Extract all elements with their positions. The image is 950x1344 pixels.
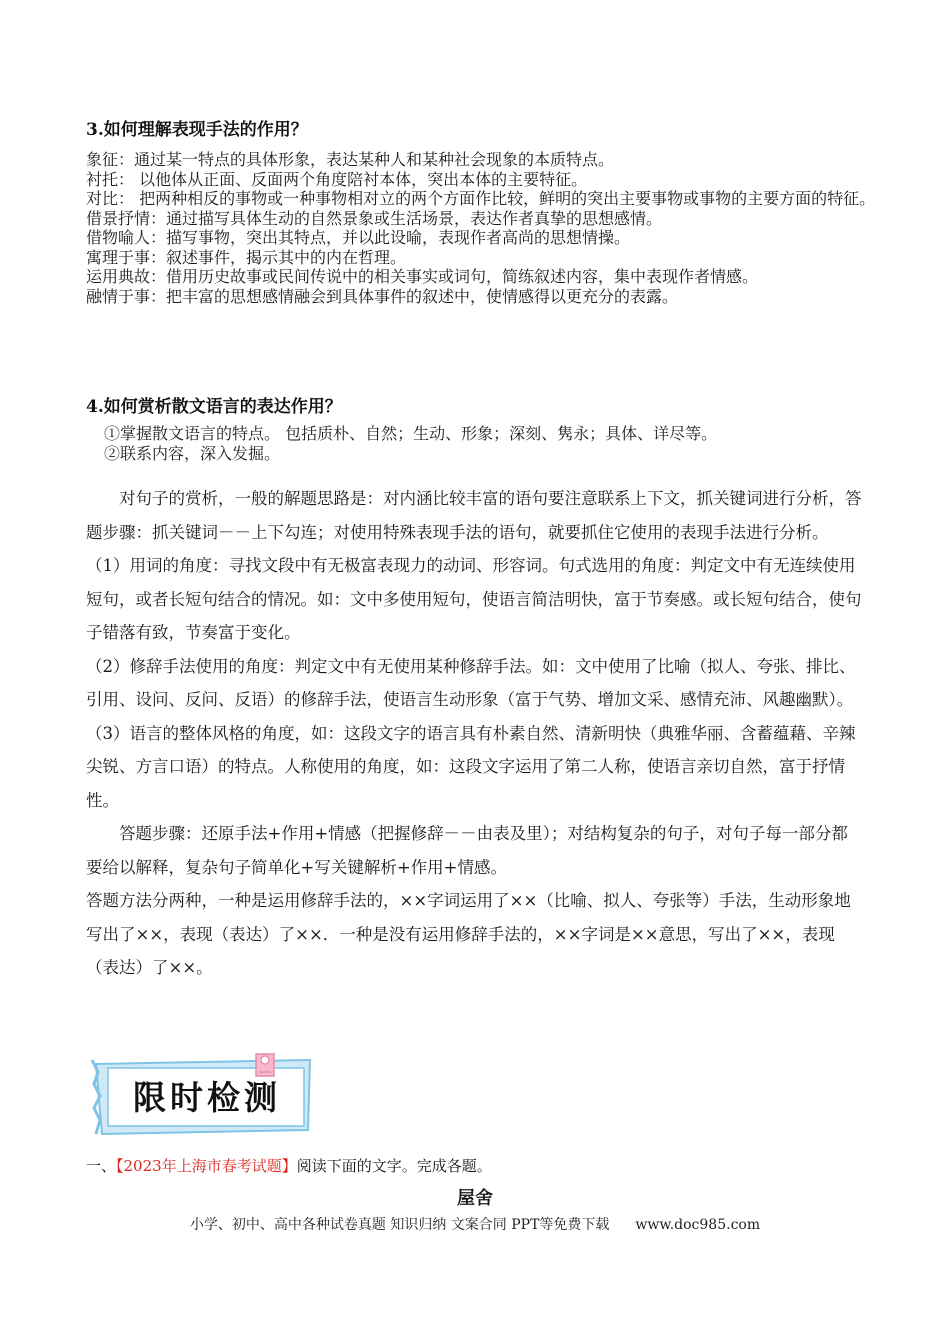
technique-item: 衬托： 以他体从正面、反面两个角度陪衬本体，突出本体的主要特征。 bbox=[86, 169, 588, 189]
question-source: 【2023年上海市春考试题】 bbox=[116, 1157, 297, 1175]
technique-item: 象征：通过某一特点的具体形象，表达某种人和某种社会现象的本质特点。 bbox=[86, 150, 615, 169]
timed-test-badge bbox=[88, 1050, 328, 1140]
technique-item: 运用典故：借用历史故事或民间传说中的相关事实或词句，简练叙述内容，集中表现作者情感。 bbox=[86, 267, 759, 286]
technique-item: 借物喻人：描写事物，突出其特点，并以此设喻，表现作者高尚的思想情操。 bbox=[86, 228, 631, 247]
technique-item: 寓理于事：叙述事件，揭示其中的内在哲理。 bbox=[86, 247, 407, 267]
list-item: ①掌握散文语言的特点。 包括质朴、自然；生动、形象；深刻、隽永；具体、详尽等。 bbox=[104, 424, 718, 443]
footer-text: 小学、初中、高中各种试卷真题 知识归纳 文案合同 PPT等免费下载 bbox=[189, 1217, 610, 1233]
section-3-list bbox=[86, 150, 876, 306]
page-footer bbox=[0, 1214, 950, 1234]
technique-item: 借景抒情：通过描写具体生动的自然景象或生活场景，表达作者真挚的思想感情。 bbox=[86, 208, 663, 228]
paragraph: （1）用词的角度：寻找文段中有无极富表现力的动词、形容词。句式选用的角度：判定文中有无连续使用短句，或者长短句结合的情况。如：文中多使用短句，使语言简洁明快，富于节奏感。或长短句结合，使句子错落有致，节奏富于变化。 bbox=[86, 556, 862, 642]
badge-label: 限时检测 bbox=[133, 1078, 281, 1117]
footer-url[interactable]: www.doc985.com bbox=[635, 1217, 761, 1233]
technique-item: 融情于事：把丰富的思想感情融会到具体事件的叙述中，使情感得以更充分的表露。 bbox=[86, 286, 679, 306]
question-instruction: 阅读下面的文字。完成各题。 bbox=[296, 1157, 492, 1175]
section-4-list bbox=[86, 424, 876, 463]
list-item: ②联系内容，深入发掘。 bbox=[104, 443, 281, 463]
paragraph: （3）语言的整体风格的角度，如：这段文字的语言具有朴素自然、清新明快（典雅华丽、含蓄蕴藉、辛辣尖锐、方言口语）的特点。人称使用的角度，如：这段文字运用了第二人称，使语言亲切自然，富于抒情性。 bbox=[86, 723, 856, 810]
paragraph: 答题步骤：还原手法+作用+情感（把握修辞－－由表及里）；对结构复杂的句子，对句子每一部分都要给以解释，复杂句子简单化+写关键解析+作用+情感。 bbox=[86, 824, 848, 877]
article-title: 屋舍 bbox=[457, 1188, 493, 1209]
section-4-heading: 4.如何赏析散文语言的表达作用？ bbox=[86, 397, 342, 417]
paragraph: 对句子的赏析，一般的解题思路是：对内涵比较丰富的语句要注意联系上下文，抓关键词进行分析，答题步骤：抓关键词－－上下勾连；对使用特殊表现手法的语句，就要抓住它使用的表现手法进行分析。 bbox=[86, 489, 862, 542]
question-intro bbox=[86, 1155, 492, 1176]
technique-item: 对比： 把两种相反的事物或一种事物相对立的两个方面作比较，鲜明的突出主要事物或事物的主要方面的特征。 bbox=[86, 189, 876, 208]
paragraph: （2）修辞手法使用的角度：判定文中有无使用某种修辞手法。如：文中使用了比喻（拟人、夸张、排比、引用、设问、反问、反语）的修辞手法，使语言生动形象（富于气势、增加文采、感情充沛、风趣幽默）。 bbox=[86, 656, 856, 709]
analysis-body bbox=[86, 482, 864, 985]
section-3-heading: 3.如何理解表现手法的作用？ bbox=[86, 120, 308, 140]
question-number: 一、 bbox=[86, 1157, 117, 1175]
paragraph: 答题方法分两种，一种是运用修辞手法的，××字词运用了××（比喻、拟人、夸张等）手法，生动形象地写出了××，表现（表达）了××．一种是没有运用修辞手法的，××字词是××意思，写出了××，表现（表达）了××。 bbox=[86, 891, 851, 977]
